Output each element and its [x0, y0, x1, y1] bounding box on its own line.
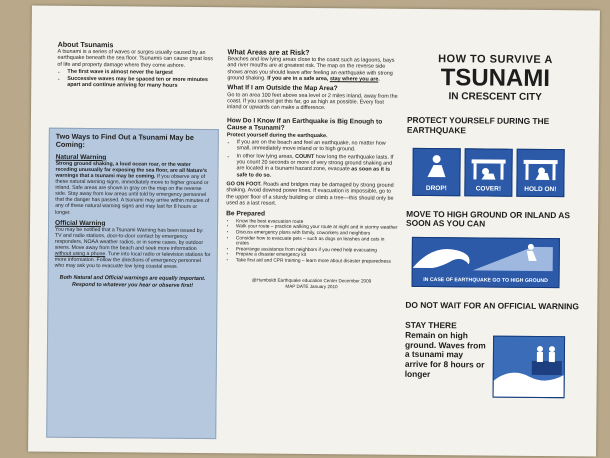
stay-there-icon [493, 336, 566, 399]
about-column [57, 6, 218, 91]
prepared-item: • Discuss emergency plans with family, coworkers and neighbors [236, 230, 398, 237]
official-warning-caption: DO NOT WAIT FOR AN OFFICIAL WARNING [405, 299, 579, 312]
know-bullet-2 [236, 153, 398, 180]
drop-label: DROP! [425, 184, 447, 192]
risk-suffix: . [378, 76, 380, 83]
official-text-2: . Tune into local radio or television stations for more information. Follow the directions of emergency personnel who may ask you to evacuate low lying coastal areas. [54, 251, 211, 271]
move-high-ground-caption: MOVE TO HIGH GROUND OR INLAND AS SOON AS YOU CAN [406, 208, 570, 229]
wave-sign [412, 237, 560, 288]
protect-caption: PROTECT YOURSELF DURING THE EARTHQUAKE [406, 114, 550, 136]
prepared-item: • Take first aid and CPR training – learn more about disaster preparedness [236, 258, 398, 265]
warning-box-heading: Two Ways to Find Out a Tsunami May be Coming: [55, 131, 194, 150]
risk-stay-text: stay where you are [329, 76, 379, 83]
poster-title-line1: HOW TO SURVIVE A [438, 53, 553, 67]
risk-bold: If you are in a safe area, [265, 75, 330, 83]
know-sub: Protect yourself during the earthquake. [226, 132, 328, 139]
know-b2-safe: as soon as it is safe to do so. [236, 166, 390, 179]
official-warning-heading: Official Warning [55, 219, 106, 227]
risk-text [227, 56, 399, 83]
footer-credit: @Humboldt Earthquake education Center December 2009 [251, 277, 372, 284]
know-b2-mid: how long the earthquake lasts. If you count 20 seconds or more of very strong ground shaking and are located in a tsunami hazard zone, evacuate [236, 153, 394, 173]
official-text-1: You may be notified that a Tsunami Warning has been issued by: TV and radio stations, door-to-door contact by emergency responders, NOAA weather radios, or in some cases, by outdoor sirens. Move away from the beach and seek more information [54, 226, 204, 252]
hold-on-icon [516, 148, 564, 196]
go-on-foot-text [226, 181, 398, 208]
know-b2-count: COUNT [295, 153, 315, 160]
risk-column [225, 7, 399, 290]
risk-heading: What Areas are at Risk? [227, 47, 310, 57]
natural-warning-body: If you observe any of these natural warning signs, immediately move to higher ground or inland. Safe areas are shown in gray on the map on the reverse side. Stay away from low areas until told by emergency personnel that the danger has passed. A tsunami may arrive within minutes of any of these natural warning signs and may last for 8 hours or longer. [55, 173, 210, 216]
outside-text: Go to an area 100 feet above sea level or 2 miles inland, away from the coast. If you cannot get this far, go as high as possible. Every foot inland or upwards can make a difference. [227, 92, 398, 112]
prepared-item: • Walk your route – practice walking your route at night and in stormy weather [236, 225, 398, 232]
risk-body: Beaches and low lying areas close to the coast such as lagoons, bays and river mouths are at greatest risk. The map on the reverse side shows areas you should leave after feeling an earthquake with strong ground shaking. [227, 56, 395, 82]
prepared-item: • Know the best evacuation route [236, 219, 398, 226]
cover-label: COVER! [475, 185, 502, 193]
poster-title-tsunami: TSUNAMI [440, 64, 551, 93]
about-bullets [57, 69, 217, 90]
prepared-item: • Consider how to evacuate pets – such as dogs on leashes and cats in crates [236, 236, 398, 249]
go-on-foot-bold: GO ON FOOT. [226, 181, 262, 188]
know-heading: How Do I Know If an Earthquake is Big Enough to Cause a Tsunami? [226, 116, 383, 133]
prepared-item: • Prearrange assistance from neighbors if you need help evacuating [236, 247, 398, 254]
know-bullet-1: • If you are on the beach and feel an earthquake, no matter how small, immediately move inland or to high ground. [237, 139, 399, 153]
footer-map-date: MAP DATE January 2010 [285, 283, 338, 290]
brochure-sheet [28, 6, 600, 457]
about-intro: A tsunami is a series of waves or surges usually caused by an earthquake beneath the sea floor. Tsunamis can cause great loss of life and property damage where they come ashore. [57, 48, 213, 69]
official-warning-text [55, 226, 211, 270]
about-bullet: • Successive waves may be spaced ten or more minutes apart and continue arriving for many hours [67, 76, 217, 90]
natural-warning-heading: Natural Warning [55, 153, 107, 161]
prepared-heading: Be Prepared [226, 210, 266, 218]
stay-there-caption: STAY THERE Remain on high ground. Waves from a tsunami may arrive for 8 hours or longer [404, 319, 486, 379]
about-bullet: • The first wave is almost never the largest [67, 69, 217, 77]
poster-column [405, 9, 584, 399]
about-heading: About Tsunamis [57, 39, 114, 50]
wave-sign-text: IN CASE OF EARTHQUAKE GO TO HIGH GROUND [423, 277, 548, 285]
hold-on-label: HOLD ON! [524, 185, 557, 193]
prepared-list [226, 219, 398, 265]
poster-title-city: IN CRESCENT CITY [448, 91, 542, 103]
natural-warning-bold: Strong ground shaking, a loud ocean roar, or the water receding unusually far exposing the sea floor, are all Nature's warnings that a tsunami may be coming. [55, 160, 207, 180]
drop-icon [412, 147, 460, 195]
know-b2-pre: In other low lying areas, [236, 153, 296, 160]
natural-warning-text [55, 161, 211, 217]
know-bullets [226, 139, 398, 179]
warning-box [46, 128, 219, 439]
outside-heading: What If I am Outside the Map Area? [227, 84, 338, 93]
go-on-foot-body: Roads and bridges may be damaged by strong ground shaking. Avoid downed power lines. If evacuation is impossible, go to the upper floor of a sturdy building or climb a tree—this should only be used as a last resort. [226, 181, 394, 207]
prepared-item: • Prepare a disaster emergency kit [236, 253, 398, 260]
warning-closing: Both Natural and Official warnings are equally important. Respond to whatever you hear or observe first! [59, 275, 206, 289]
official-text-underlined: without using a phone [54, 250, 106, 258]
drop-cover-hold-icons [412, 147, 582, 196]
cover-icon [464, 148, 512, 196]
stay-there-block [405, 321, 582, 399]
